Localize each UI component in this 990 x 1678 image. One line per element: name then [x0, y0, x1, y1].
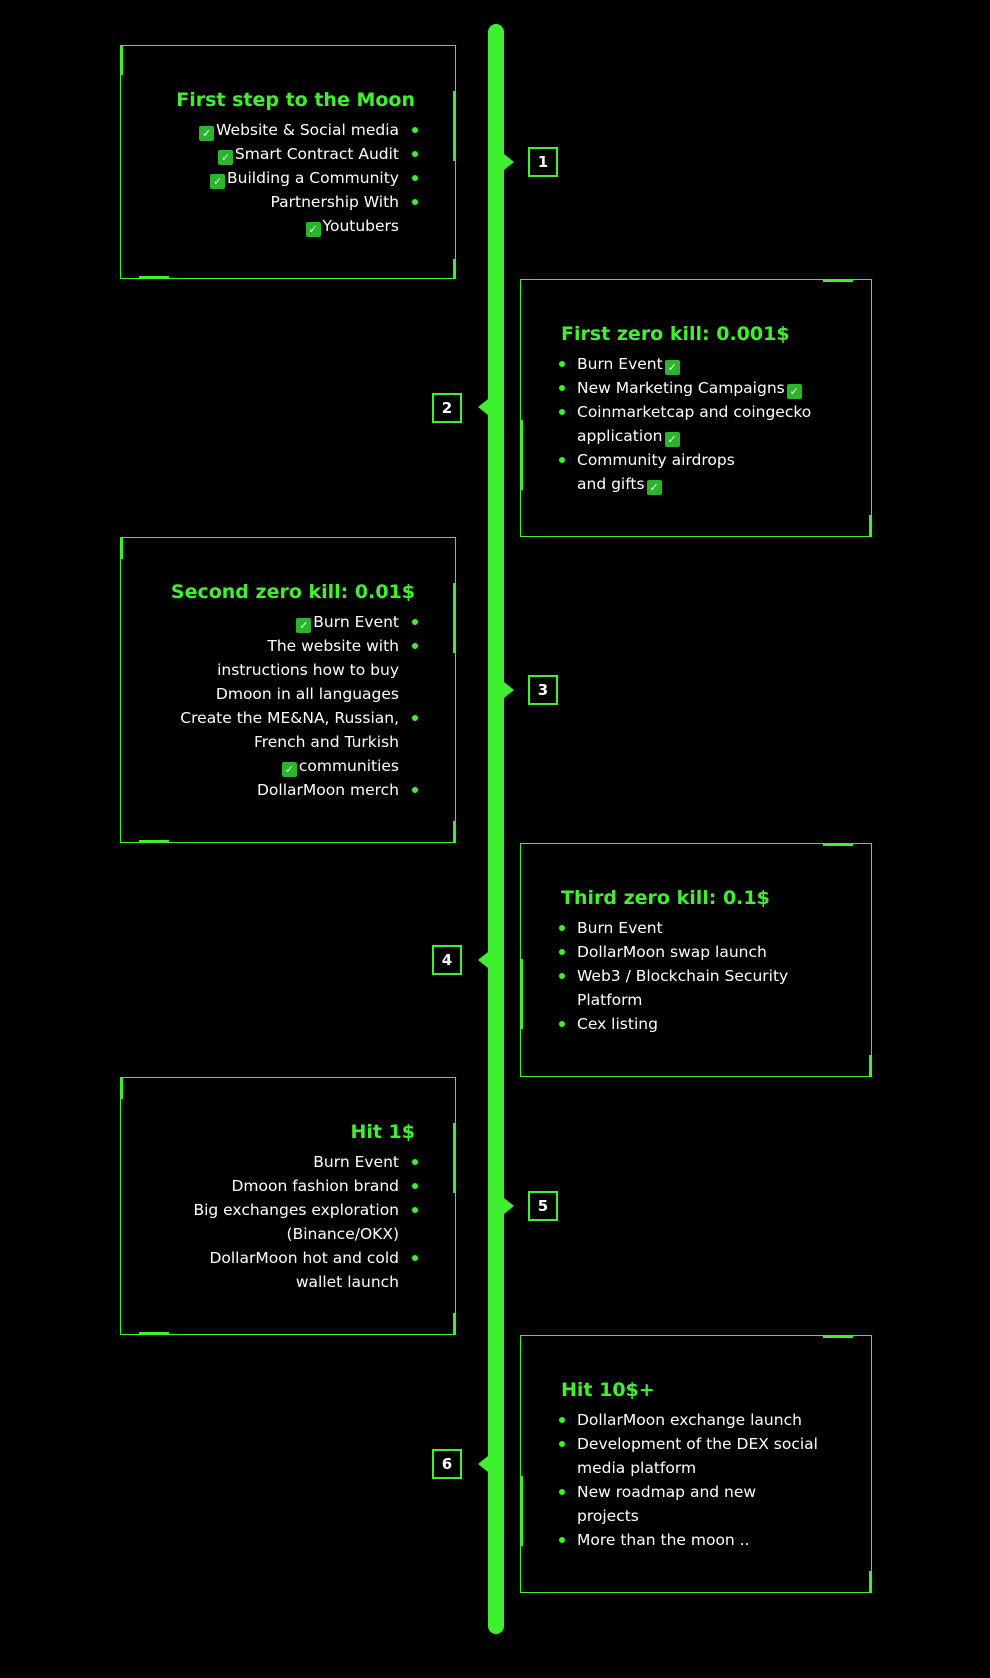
- corner-accent: [453, 1313, 456, 1335]
- list-item: [161, 706, 455, 778]
- bullet-dot: [559, 949, 565, 955]
- phase-marker-2: 2: [432, 393, 462, 423]
- list-item: [121, 214, 455, 238]
- corner-accent: [823, 843, 853, 846]
- list-item: [521, 352, 839, 376]
- bullet-dot: [559, 361, 565, 367]
- item-text: Big exchanges exploration (Binance/OKX): [193, 1201, 399, 1243]
- item-text: Partnership With: [270, 193, 399, 211]
- phase-card-3: [120, 537, 456, 843]
- corner-accent: [869, 1571, 872, 1593]
- check-mark-icon: ✓: [787, 384, 802, 399]
- phase-title: Hit 10$+: [561, 1379, 655, 1401]
- phase-marker-4: 4: [432, 945, 462, 975]
- phase-list: [121, 610, 455, 802]
- corner-accent: [139, 276, 169, 279]
- bullet-dot: [412, 1159, 418, 1165]
- phase-marker-6: 6: [432, 1449, 462, 1479]
- item-text: Dmoon fashion brand: [231, 1177, 399, 1195]
- corner-accent: [120, 537, 123, 559]
- list-item: [121, 610, 455, 634]
- bullet-dot: [559, 973, 565, 979]
- phase-marker-3: 3: [528, 675, 558, 705]
- item-text: Burn Event: [313, 1153, 399, 1171]
- phase-marker-1: 1: [528, 147, 558, 177]
- phase-marker-5: 5: [528, 1191, 558, 1221]
- item-text: Burn Event: [313, 613, 399, 631]
- corner-accent: [120, 45, 123, 75]
- item-text: Cex listing: [577, 1015, 658, 1033]
- corner-accent: [453, 259, 456, 279]
- pointer-arrow: [478, 399, 488, 415]
- item-text: Community airdrops and gifts: [577, 451, 735, 493]
- bullet-dot: [559, 1489, 565, 1495]
- item-text: communities: [298, 757, 399, 775]
- check-mark-icon: ✓: [282, 762, 297, 777]
- phase-card-5: [120, 1077, 456, 1335]
- phase-title: First zero kill: 0.001$: [561, 323, 790, 345]
- phase-card-2: [520, 279, 872, 537]
- item-text: DollarMoon swap launch: [577, 943, 767, 961]
- phase-title: Third zero kill: 0.1$: [561, 887, 770, 909]
- list-item: [521, 940, 821, 964]
- bullet-dot: [559, 1441, 565, 1447]
- item-text: Coinmarketcap and coingecko application: [577, 403, 812, 445]
- list-item: [521, 1528, 821, 1552]
- phase-title: Second zero kill: 0.01$: [170, 581, 415, 603]
- pointer-arrow: [478, 1456, 488, 1472]
- corner-accent: [453, 821, 456, 843]
- item-text: Burn Event: [577, 355, 663, 373]
- item-text: Web3 / Blockchain Security Platform: [577, 967, 789, 1009]
- item-text: New roadmap and new projects: [577, 1483, 757, 1525]
- list-item: [121, 166, 455, 190]
- item-text: Website & Social media: [216, 121, 399, 139]
- phase-title: First step to the Moon: [176, 89, 415, 111]
- list-item: [521, 916, 821, 940]
- phase-card-6: [520, 1335, 872, 1593]
- item-text: The website with instructions how to buy Dmoon in all languages: [215, 637, 399, 703]
- list-item: [521, 964, 821, 1012]
- bullet-dot: [559, 409, 565, 415]
- pointer-arrow: [478, 952, 488, 968]
- bullet-dot: [559, 1417, 565, 1423]
- bullet-dot: [412, 199, 418, 205]
- bullet-dot: [412, 619, 418, 625]
- phase-card-1: [120, 45, 456, 279]
- corner-accent: [823, 279, 853, 282]
- list-item: [521, 448, 767, 496]
- bullet-dot: [412, 787, 418, 793]
- check-mark-icon: ✓: [665, 432, 680, 447]
- item-text: Youtubers: [322, 217, 399, 235]
- list-item: [191, 1246, 455, 1294]
- phase-list: [521, 352, 839, 496]
- list-item: [121, 1150, 455, 1174]
- timeline-spine: [488, 24, 504, 1634]
- bullet-dot: [559, 457, 565, 463]
- bullet-dot: [559, 1537, 565, 1543]
- list-item: [521, 1408, 821, 1432]
- item-text: Burn Event: [577, 919, 663, 937]
- bullet-dot: [412, 151, 418, 157]
- bullet-dot: [412, 1183, 418, 1189]
- bullet-dot: [559, 925, 565, 931]
- list-item: [121, 118, 455, 142]
- check-mark-icon: ✓: [665, 360, 680, 375]
- item-text: Smart Contract Audit: [234, 145, 399, 163]
- check-mark-icon: ✓: [199, 126, 214, 141]
- phase-list: [121, 118, 455, 238]
- item-text: Create the ME&NA, Russian, French and Turkish: [180, 709, 399, 751]
- corner-accent: [869, 515, 872, 537]
- phase-list: [521, 916, 821, 1036]
- item-text: DollarMoon merch: [256, 781, 399, 799]
- check-mark-icon: ✓: [306, 222, 321, 237]
- bullet-dot: [559, 1021, 565, 1027]
- check-mark-icon: ✓: [296, 618, 311, 633]
- corner-accent: [139, 1332, 169, 1335]
- item-text: DollarMoon hot and cold wallet launch: [209, 1249, 399, 1291]
- list-item: [201, 634, 455, 706]
- bullet-dot: [412, 175, 418, 181]
- list-item: [521, 376, 839, 400]
- item-text: Development of the DEX social media platform: [577, 1435, 818, 1477]
- bullet-dot: [412, 1207, 418, 1213]
- check-mark-icon: ✓: [647, 480, 662, 495]
- bullet-dot: [412, 643, 418, 649]
- pointer-arrow: [504, 1198, 514, 1214]
- corner-accent: [120, 1077, 123, 1099]
- bullet-dot: [412, 127, 418, 133]
- check-mark-icon: ✓: [218, 150, 233, 165]
- phase-list: [121, 1150, 455, 1294]
- check-mark-icon: ✓: [210, 174, 225, 189]
- list-item: [521, 1012, 821, 1036]
- item-text: New Marketing Campaigns: [577, 379, 785, 397]
- phase-card-4: [520, 843, 872, 1077]
- item-text: Building a Community: [227, 169, 399, 187]
- list-item: [171, 1198, 455, 1246]
- list-item: [121, 778, 455, 802]
- pointer-arrow: [504, 154, 514, 170]
- corner-accent: [139, 840, 169, 843]
- bullet-dot: [412, 1255, 418, 1261]
- bullet-dot: [412, 715, 418, 721]
- item-text: More than the moon ..: [577, 1531, 750, 1549]
- list-item: [121, 1174, 455, 1198]
- corner-accent: [823, 1335, 853, 1338]
- phase-list: [521, 1408, 821, 1552]
- item-text: DollarMoon exchange launch: [577, 1411, 802, 1429]
- list-item: [521, 1432, 821, 1480]
- corner-accent: [869, 1055, 872, 1077]
- bullet-dot: [559, 385, 565, 391]
- pointer-arrow: [504, 682, 514, 698]
- list-item: [521, 400, 839, 448]
- list-item: [121, 190, 455, 214]
- list-item: [121, 142, 455, 166]
- phase-title: Hit 1$: [350, 1121, 415, 1143]
- list-item: [521, 1480, 817, 1528]
